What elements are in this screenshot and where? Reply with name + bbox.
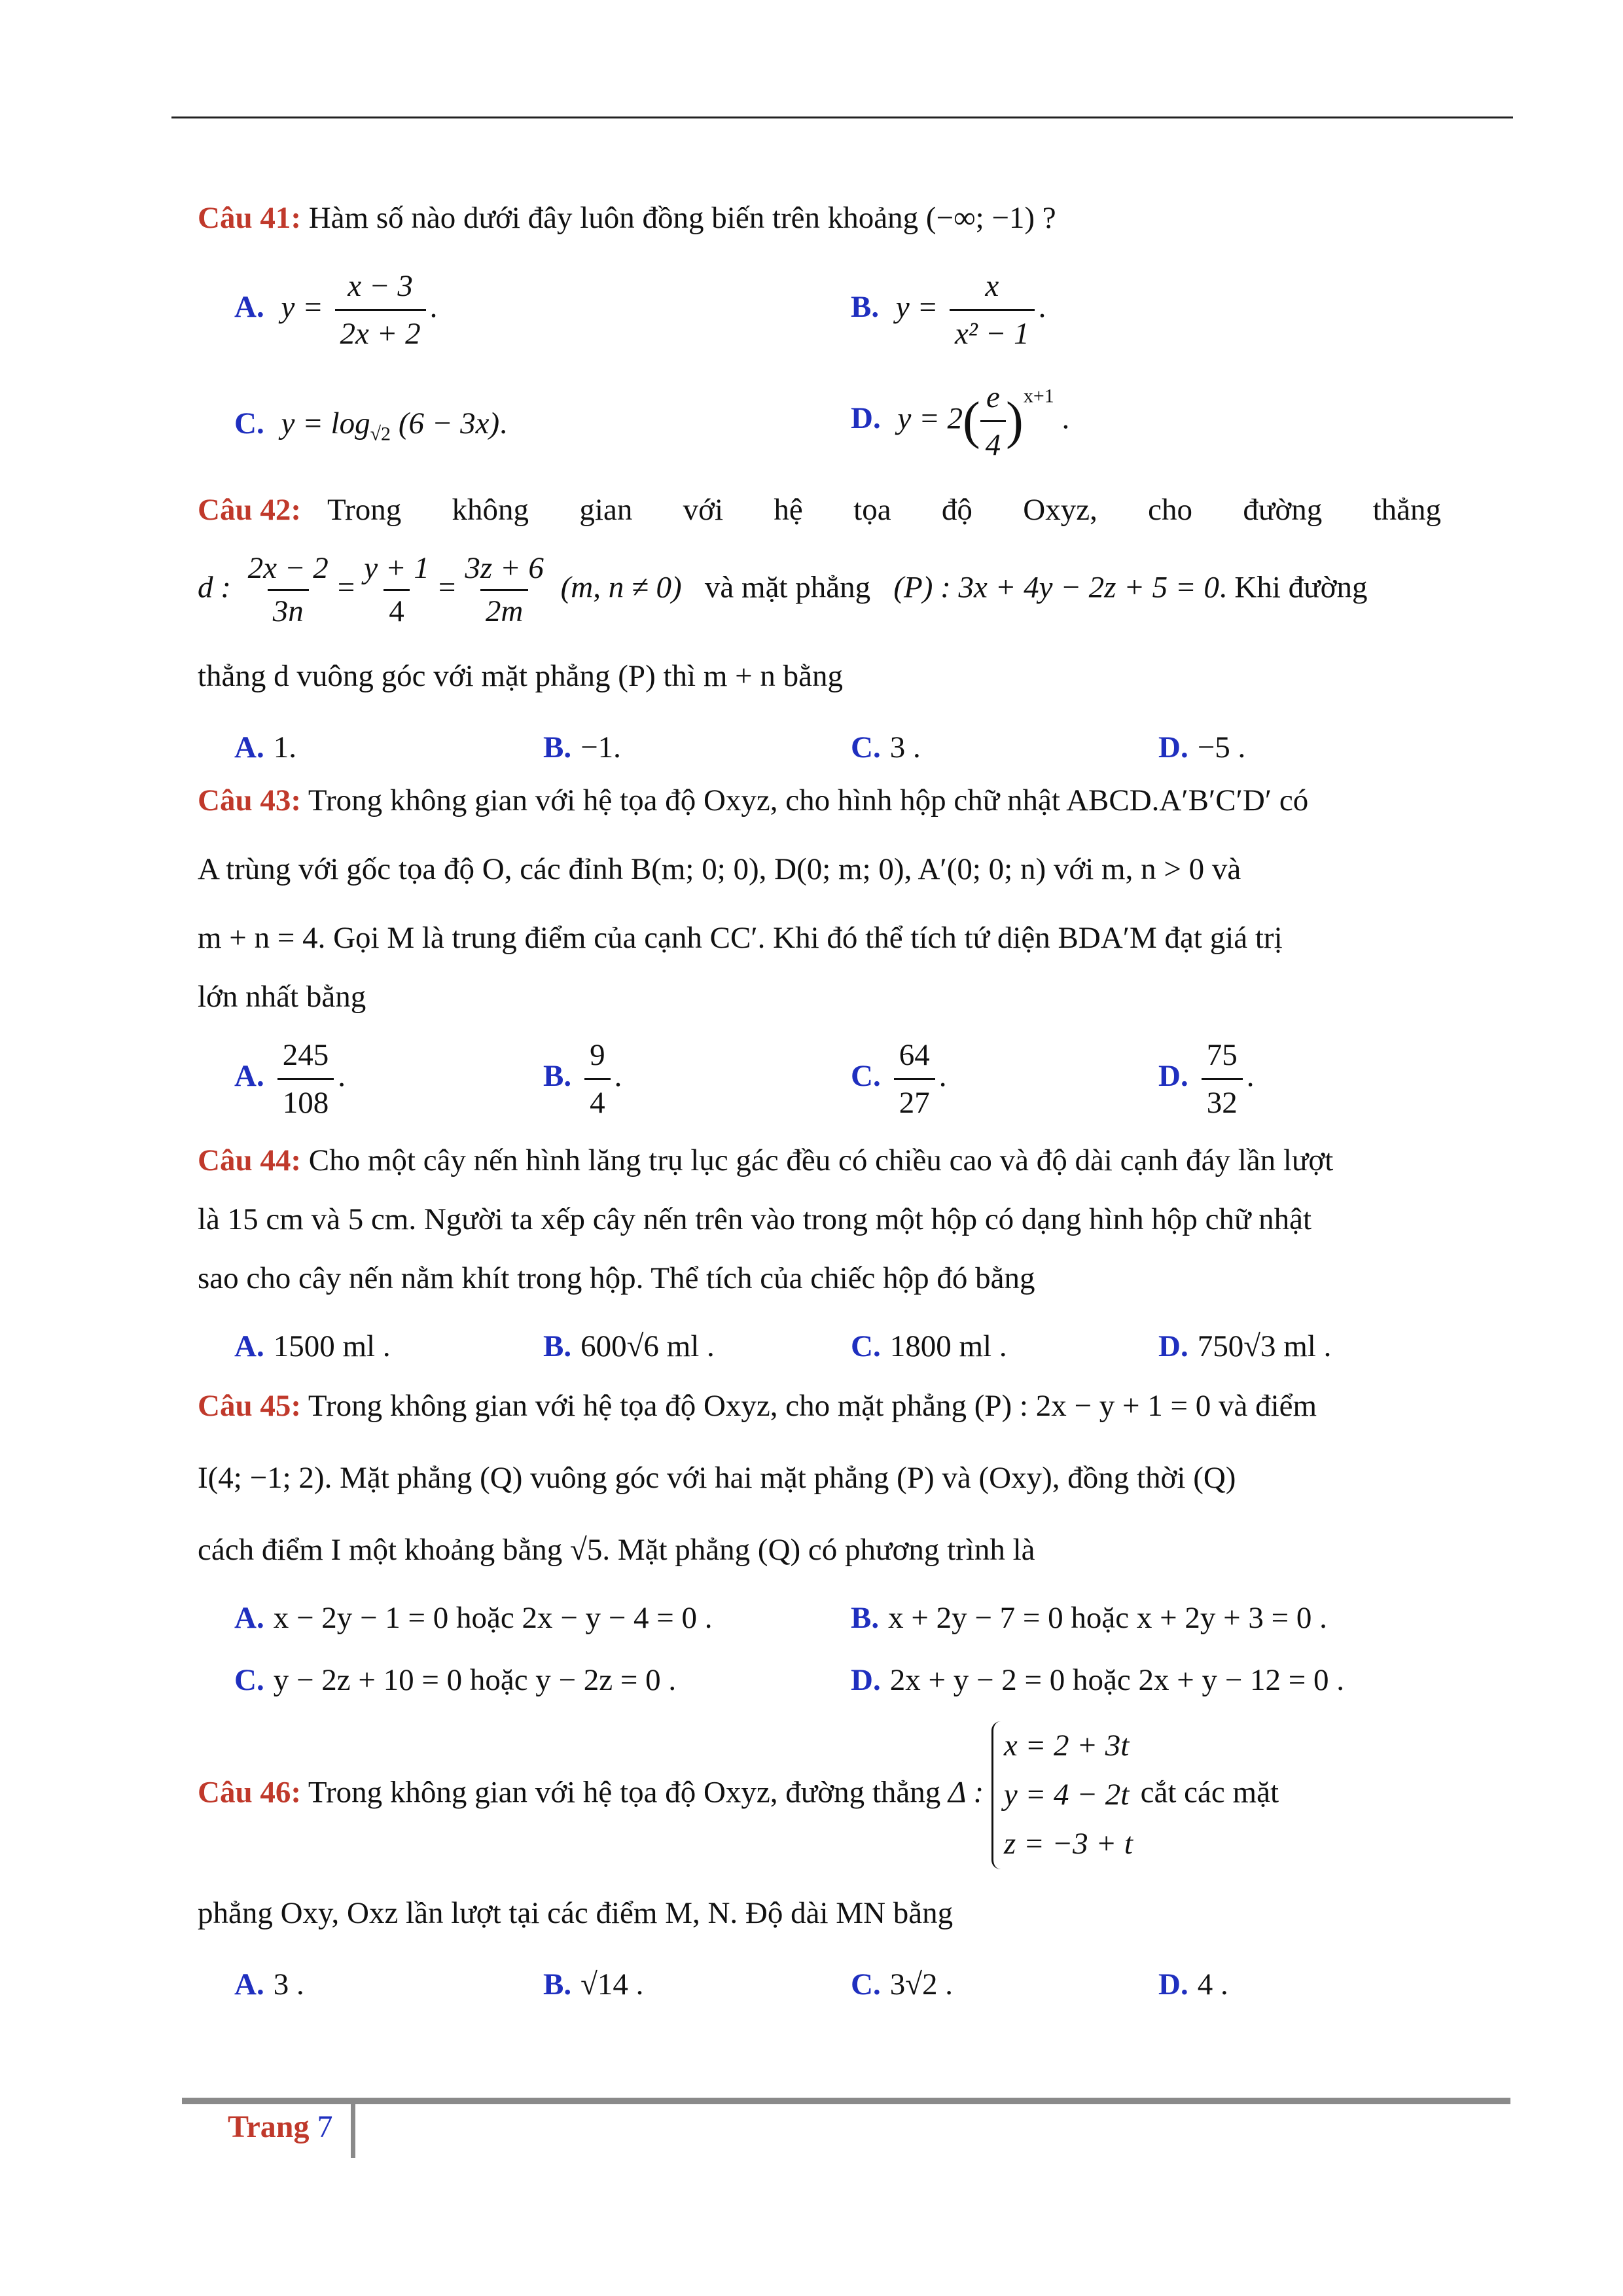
denominator: 2m (480, 589, 528, 627)
option-value: x + 2y − 7 = 0 hoặc x + 2y + 3 = 0 . (888, 1601, 1327, 1635)
option-value: 750√3 ml . (1197, 1329, 1332, 1363)
option-45b (851, 1600, 1327, 1636)
numerator: 64 (899, 1038, 930, 1072)
footer-rule (182, 2098, 1510, 2104)
fraction (950, 268, 1035, 351)
page-footer (228, 2109, 332, 2145)
question-label: Câu 41: (198, 201, 301, 235)
option-value: 600√6 ml . (580, 1329, 715, 1363)
option-42d (1158, 730, 1245, 765)
equation-z: z = −3 + t (1003, 1827, 1133, 1861)
option-letter: D. (851, 1663, 881, 1697)
option-value: 1800 ml . (889, 1329, 1007, 1363)
question-text: Trong không gian với hệ tọa độ Oxyz, đường thẳng (308, 1775, 941, 1810)
fraction-3 (459, 553, 549, 627)
denominator: 3n (268, 589, 309, 627)
formula-lhs: y = (895, 290, 938, 325)
option-letter: A. (234, 1329, 264, 1363)
option-letter: D. (1158, 1329, 1188, 1363)
option-letter: B. (543, 1967, 572, 2001)
question-43-line3: m + n = 4. Gọi M là trung điểm của cạnh CC′. Khi đó thể tích tứ diện BDA′M đạt giá trị (198, 921, 1283, 955)
numerator: x (985, 269, 999, 303)
formula-lhs: y = 2 (897, 401, 963, 436)
option-letter: C. (851, 1329, 881, 1363)
fraction-1 (243, 553, 334, 627)
option-value: 3 . (889, 730, 921, 764)
line-label: d : (198, 570, 231, 605)
option-45d (851, 1662, 1344, 1698)
denominator: 2x + 2 (335, 309, 426, 351)
option-letter: B. (543, 730, 572, 764)
question-text: Trong không gian với hệ tọa độ Oxyz, cho đường thẳng (327, 493, 1441, 527)
option-letter: A. (234, 730, 264, 764)
option-46c (851, 1967, 953, 2002)
option-41c: C. $y = \log_{√2} (6 - 3x)$. (234, 406, 507, 445)
text: và mặt phẳng (704, 570, 871, 605)
option-value: 1500 ml . (273, 1329, 391, 1363)
option-value: 4 . (1197, 1967, 1228, 2001)
plane-equation: (P) : 3x + 4y − 2z + 5 = 0 (893, 570, 1219, 605)
header-rule (171, 117, 1513, 118)
option-42a (234, 730, 296, 765)
question-text: Trong không gian với hệ tọa độ Oxyz, cho mặt phẳng (P) : 2x − y + 1 = 0 và điểm (308, 1389, 1317, 1423)
option-44a (234, 1329, 391, 1364)
option-letter: C. (234, 406, 264, 440)
numerator: y + 1 (364, 551, 429, 585)
numerator: e (986, 380, 1000, 414)
option-43b: B. $\frac{9}{4}$ . (543, 1038, 622, 1120)
question-44-line3: sao cho cây nến nằm khít trong hộp. Thể tích của chiếc hộp đó bằng (198, 1261, 1035, 1295)
option-46d (1158, 1967, 1228, 2002)
numerator: x − 3 (348, 269, 413, 303)
option-letter: B. (851, 290, 880, 325)
fraction (1202, 1037, 1243, 1121)
question-45 (198, 1391, 1441, 1422)
question-label: Câu 44: (198, 1143, 301, 1177)
denominator: 4 (584, 1078, 611, 1121)
text: cắt các mặt (1140, 1775, 1279, 1810)
denominator: 27 (894, 1078, 935, 1121)
denominator: 4 (980, 420, 1007, 463)
question-44 (198, 1145, 1441, 1176)
question-label: Câu 43: (198, 783, 301, 817)
fraction (980, 380, 1007, 463)
fraction (335, 268, 426, 351)
question-42-line1 (198, 492, 1441, 528)
question-46 (198, 1721, 1441, 1869)
question-text: Hàm số nào dưới đây luôn đồng biến trên khoảng (308, 201, 919, 235)
question-46-line2: phẳng Oxy, Oxz lần lượt tại các điểm M, N. Độ dài MN bằng (198, 1896, 954, 1930)
question-mark: ? (1035, 201, 1056, 235)
option-letter: D. (1158, 1059, 1188, 1094)
question-43-line2: A trùng với gốc tọa độ O, các đỉnh B(m; 0; 0), D(0; m; 0), A′(0; 0; n) với m, n > 0 và (198, 852, 1241, 886)
option-letter: A. (234, 1059, 264, 1094)
numerator: 75 (1206, 1038, 1238, 1072)
exponent: x+1 (1023, 385, 1054, 407)
question-43-line4: lớn nhất bằng (198, 980, 366, 1014)
option-value: 1. (273, 730, 296, 764)
option-value: 2x + y − 2 = 0 hoặc 2x + y − 12 = 0 . (889, 1663, 1344, 1697)
option-letter: A. (234, 1967, 264, 2001)
page-label: Trang (228, 2109, 310, 2144)
option-letter: C. (851, 1059, 881, 1094)
numerator: 2x − 2 (247, 551, 329, 585)
fraction (584, 1037, 611, 1121)
option-letter: A. (234, 290, 264, 325)
option-value: √14 . (580, 1967, 644, 2001)
option-value: −5 . (1197, 730, 1246, 764)
question-label: Câu 45: (198, 1389, 301, 1423)
option-42b (543, 730, 621, 765)
equation-y: y = 4 − 2t (1003, 1778, 1130, 1812)
option-letter: B. (851, 1601, 880, 1635)
question-42-line2: d : $\frac{2x - 2}{3n}$ = $\frac{y + 1}{4}$ = $\frac{3z + 6}{2m}$ (m, n ≠ 0) và mặt phẳng (P) : 3x + 4y − 2z + 5 = 0. Khi đường (198, 551, 1368, 628)
option-43c: C. $\frac{64}{27}$ . (851, 1038, 947, 1120)
option-letter: B. (543, 1059, 572, 1094)
option-44b (543, 1329, 715, 1364)
numerator: 245 (282, 1038, 329, 1072)
text: . Khi đường (1219, 570, 1368, 605)
question-text: Trong không gian với hệ tọa độ Oxyz, cho hình hộp chữ nhật ABCD.A′B′C′D′ có (308, 783, 1309, 817)
question-45-line2: I(4; −1; 2). Mặt phẳng (Q) vuông góc với hai mặt phẳng (P) và (Oxy), đồng thời (Q) (198, 1461, 1236, 1495)
question-label: Câu 46: (198, 1775, 301, 1810)
page-number: 7 (317, 2109, 333, 2144)
denominator: x² − 1 (950, 309, 1035, 351)
line-label: Δ : (948, 1775, 984, 1810)
fraction-2 (359, 553, 435, 627)
log-base: √2 (370, 423, 391, 445)
denominator: 4 (383, 589, 410, 627)
option-value: 3√2 . (889, 1967, 953, 2001)
question-43 (198, 785, 1441, 816)
option-44c (851, 1329, 1007, 1364)
question-45-line3: cách điểm I một khoảng bằng √5. Mặt phẳng (Q) có phương trình là (198, 1533, 1035, 1567)
option-letter: D. (1158, 1967, 1188, 2001)
option-41b: B. y = $\frac{x}{\text{x² − 1}}$ . (851, 269, 1046, 351)
question-label: Câu 42: (198, 493, 301, 527)
formula-lhs: y = (281, 290, 323, 325)
parametric-system (991, 1721, 1133, 1869)
question-41 (198, 203, 1441, 234)
option-43d: D. $\frac{75}{32}$ . (1158, 1038, 1255, 1120)
option-46a (234, 1967, 304, 2002)
option-letter: C. (851, 1967, 881, 2001)
numerator: 9 (590, 1038, 605, 1072)
option-value: y − 2z + 10 = 0 hoặc y − 2z = 0 . (273, 1663, 677, 1697)
condition: (m, n ≠ 0) (560, 570, 682, 605)
option-value: x − 2y − 1 = 0 hoặc 2x − y − 4 = 0 . (273, 1601, 713, 1635)
option-41d: D. y = 2( $\frac{e}{4}$ )$^{x+1}$ . (851, 380, 1070, 462)
option-letter: D. (851, 401, 881, 436)
equation-x: x = 2 + 3t (1003, 1729, 1130, 1763)
option-41a: A. y = $\frac{x - 3}{2x + 2}$ . (234, 269, 438, 351)
log-argument: (6 − 3x) (398, 406, 500, 440)
option-45a (234, 1600, 712, 1636)
option-letter: D. (1158, 730, 1188, 764)
option-value: 3 . (273, 1967, 304, 2001)
numerator: 3z + 6 (465, 551, 544, 585)
formula-lhs: y = log (281, 406, 370, 440)
question-42-line3: thẳng d vuông góc với mặt phẳng (P) thì m + n bằng (198, 659, 844, 693)
denominator: 32 (1202, 1078, 1243, 1121)
fraction (277, 1037, 334, 1121)
option-value: −1. (580, 730, 621, 764)
option-42c (851, 730, 921, 765)
footer-divider (351, 2104, 355, 2158)
option-45c (234, 1662, 676, 1698)
interval: (−∞; −1) (925, 201, 1035, 235)
question-text: Cho một cây nến hình lăng trụ lục gác đều có chiều cao và độ dài cạnh đáy lần lượt (308, 1143, 1334, 1177)
fraction (894, 1037, 935, 1121)
option-46b (543, 1967, 643, 2002)
option-43a: A. $\frac{245}{108}$ . (234, 1038, 346, 1120)
option-letter: C. (851, 730, 881, 764)
option-letter: A. (234, 1601, 264, 1635)
option-letter: C. (234, 1663, 264, 1697)
denominator: 108 (277, 1078, 334, 1121)
option-44d (1158, 1329, 1331, 1364)
option-letter: B. (543, 1329, 572, 1363)
question-44-line2: là 15 cm và 5 cm. Người ta xếp cây nến trên vào trong một hộp có dạng hình hộp chữ nhật (198, 1202, 1312, 1236)
